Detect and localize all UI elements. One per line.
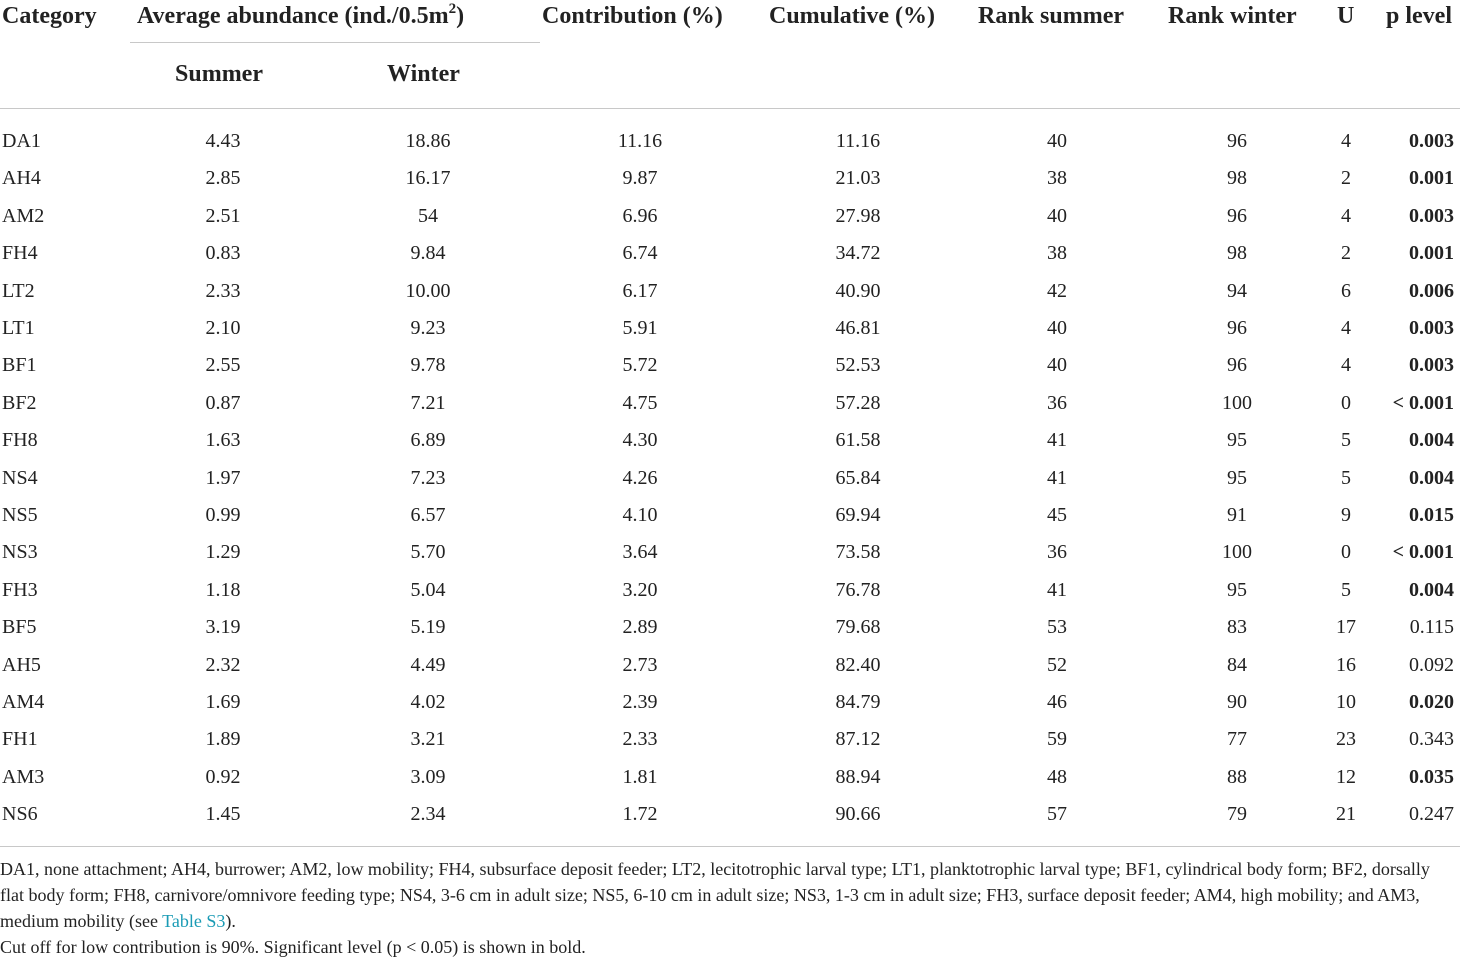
cell-p: 0.004	[1409, 429, 1454, 452]
table-row	[0, 123, 1460, 160]
cell-p: 0.003	[1409, 204, 1454, 227]
cell-u: 6	[1341, 279, 1351, 302]
cell-winter: 7.23	[410, 466, 446, 489]
cell-category: AH5	[2, 653, 41, 676]
footnote-cutoff: Cut off for low contribution is 90%. Significant level (p < 0.05) is shown in bold.	[0, 937, 586, 957]
footnote-abbreviations	[0, 856, 1458, 934]
cell-winter: 7.21	[410, 391, 446, 414]
cell-rank-summer: 42	[1047, 279, 1067, 302]
header-u: U	[1337, 3, 1355, 29]
cell-rank-summer: 36	[1047, 391, 1067, 414]
cell-rank-summer: 38	[1047, 167, 1067, 190]
cell-rank-winter: 95	[1227, 466, 1247, 489]
cell-p: 0.001	[1409, 167, 1454, 190]
cell-contribution: 6.74	[622, 242, 658, 265]
cell-winter: 2.34	[410, 803, 446, 826]
cell-p: 0.020	[1409, 691, 1454, 713]
cell-summer: 1.69	[205, 691, 241, 713]
cell-summer: 2.85	[205, 167, 241, 190]
cell-rank-summer: 40	[1047, 354, 1067, 377]
cell-cumulative: 57.28	[835, 391, 881, 414]
cell-category: NS6	[2, 803, 38, 826]
cell-category: FH1	[2, 728, 38, 751]
cell-contribution: 4.10	[622, 504, 658, 526]
cell-u: 0	[1341, 391, 1351, 414]
cell-category: AM3	[2, 765, 45, 788]
cell-p: 0.115	[1409, 616, 1454, 639]
table-row	[0, 647, 1460, 684]
cell-cumulative: 79.68	[835, 616, 881, 639]
cell-rank-winter: 100	[1222, 541, 1252, 564]
cell-rank-summer: 40	[1047, 317, 1067, 339]
cell-rank-summer: 38	[1047, 242, 1067, 265]
cell-cumulative: 27.98	[835, 204, 881, 227]
cell-contribution: 1.81	[622, 765, 658, 788]
cell-u: 4	[1341, 354, 1351, 377]
cell-contribution: 4.26	[622, 466, 658, 489]
cell-u: 4	[1341, 317, 1351, 339]
header-average-abundance	[137, 0, 464, 32]
cell-rank-summer: 53	[1047, 616, 1067, 639]
cell-p: < 0.001	[1392, 541, 1454, 564]
cell-p: 0.001	[1409, 242, 1454, 265]
cell-rank-summer: 41	[1047, 429, 1067, 452]
cell-winter: 4.49	[410, 653, 446, 676]
cell-cumulative: 11.16	[835, 130, 881, 152]
cell-rank-summer: 52	[1047, 653, 1067, 676]
cell-winter: 4.02	[410, 691, 446, 713]
cell-u: 9	[1341, 504, 1351, 526]
cell-winter: 9.23	[410, 317, 446, 339]
cell-rank-winter: 98	[1227, 242, 1247, 265]
cell-winter: 16.17	[405, 167, 451, 190]
cell-cumulative: 61.58	[835, 429, 881, 452]
cell-u: 16	[1336, 653, 1356, 676]
cell-category: FH3	[2, 578, 38, 601]
footnote-abbreviations-text: DA1, none attachment; AH4, burrower; AM2, low mobility; FH4, subsurface deposit feeder; LT2, lecitotrophic larval type; LT1, planktotrophic larval type; BF1, cylindrical body form; BF2, dorsally flat body form; FH8, carnivore/omnivore feeding type; NS4, 3-6 cm in adult size; NS5, 6-10 cm in adult size; NS3, 1-3 cm in adult size; FH3, surface deposit feeder; AM4, high mobility; and AM3, medium mobility (see	[0, 859, 1430, 931]
cell-u: 2	[1341, 242, 1351, 265]
cell-winter: 3.09	[410, 765, 446, 788]
cell-u: 0	[1341, 541, 1351, 564]
cell-cumulative: 69.94	[835, 504, 881, 526]
table-row	[0, 273, 1460, 310]
header-rank-summer: Rank summer	[978, 3, 1125, 29]
cell-summer: 2.33	[205, 279, 241, 302]
cell-rank-summer: 45	[1047, 504, 1067, 526]
cell-winter: 3.21	[410, 728, 446, 751]
cell-summer: 1.89	[205, 728, 241, 751]
cell-p: 0.003	[1409, 317, 1454, 339]
cell-rank-winter: 84	[1227, 653, 1247, 676]
cell-rank-winter: 83	[1227, 616, 1247, 639]
cell-cumulative: 90.66	[835, 803, 881, 826]
cell-rank-summer: 59	[1047, 728, 1067, 751]
cell-rank-winter: 95	[1227, 578, 1247, 601]
table-row	[0, 460, 1460, 497]
cell-summer: 2.10	[205, 317, 241, 339]
header-average-abundance-sup: 2	[448, 1, 457, 17]
cell-rank-summer: 40	[1047, 204, 1067, 227]
cell-category: BF5	[2, 616, 37, 639]
cell-p: 0.004	[1409, 466, 1454, 489]
cell-cumulative: 65.84	[835, 466, 881, 489]
cell-contribution: 3.64	[622, 541, 658, 564]
cell-rank-summer: 46	[1047, 691, 1067, 713]
table-row	[0, 609, 1460, 646]
cell-summer: 2.51	[205, 204, 241, 227]
table-row	[0, 385, 1460, 422]
cell-rank-summer: 40	[1047, 130, 1067, 152]
cell-summer: 2.32	[205, 653, 241, 676]
cell-p: 0.004	[1409, 578, 1454, 601]
table-row	[0, 572, 1460, 609]
cell-u: 5	[1341, 578, 1351, 601]
cell-cumulative: 76.78	[835, 578, 881, 601]
cell-winter: 9.84	[410, 242, 446, 265]
cell-rank-winter: 96	[1227, 204, 1247, 227]
cell-rank-winter: 96	[1227, 130, 1247, 152]
cell-p: < 0.001	[1392, 391, 1454, 414]
cell-u: 23	[1336, 728, 1356, 751]
cell-contribution: 3.20	[622, 578, 658, 601]
cell-contribution: 4.75	[622, 391, 658, 414]
header-p-level: p level	[1386, 3, 1452, 29]
table-row	[0, 684, 1460, 721]
cell-summer: 1.29	[205, 541, 241, 564]
cell-cumulative: 88.94	[835, 765, 881, 788]
cell-cumulative: 84.79	[835, 691, 881, 713]
table-row	[0, 497, 1460, 534]
cell-summer: 0.92	[205, 765, 241, 788]
table-row	[0, 310, 1460, 347]
table-row	[0, 534, 1460, 571]
cell-rank-winter: 96	[1227, 354, 1247, 377]
table-row	[0, 160, 1460, 197]
cell-contribution: 2.33	[622, 728, 658, 751]
cell-contribution: 5.72	[622, 354, 658, 377]
cell-p: 0.015	[1409, 504, 1454, 526]
cell-cumulative: 87.12	[835, 728, 881, 751]
cell-p: 0.247	[1409, 803, 1454, 826]
cell-rank-winter: 94	[1227, 279, 1247, 302]
cell-u: 2	[1341, 167, 1351, 190]
cell-p: 0.003	[1409, 130, 1454, 152]
cell-category: BF1	[2, 354, 37, 377]
cell-u: 4	[1341, 204, 1351, 227]
cell-category: DA1	[2, 130, 41, 152]
cell-category: AM2	[2, 204, 45, 227]
table-row	[0, 422, 1460, 459]
cell-rank-winter: 77	[1227, 728, 1247, 751]
cell-contribution: 2.89	[622, 616, 658, 639]
cell-p: 0.343	[1409, 728, 1454, 751]
cell-summer: 1.97	[205, 466, 241, 489]
cell-contribution: 6.17	[622, 279, 658, 302]
table-row	[0, 198, 1460, 235]
cell-contribution: 5.91	[622, 317, 658, 339]
cell-cumulative: 40.90	[835, 279, 881, 302]
header-average-abundance-text: Average abundance (ind./0.5m	[137, 3, 449, 29]
header-summer: Summer	[175, 61, 263, 87]
cell-winter: 6.89	[410, 429, 446, 452]
table-row	[0, 796, 1460, 833]
cell-contribution: 11.16	[617, 130, 663, 152]
cell-cumulative: 52.53	[835, 354, 881, 377]
cell-winter: 18.86	[405, 130, 451, 152]
cell-rank-summer: 57	[1047, 803, 1067, 826]
cell-category: LT1	[2, 317, 35, 339]
header-rank-winter: Rank winter	[1168, 3, 1297, 29]
cell-rank-winter: 100	[1222, 391, 1252, 414]
table-row	[0, 721, 1460, 758]
table-row	[0, 759, 1460, 796]
cell-rank-winter: 96	[1227, 317, 1247, 339]
cell-u: 10	[1336, 691, 1356, 713]
cell-cumulative: 73.58	[835, 541, 881, 564]
cell-category: NS4	[2, 466, 38, 489]
header-span-rule	[130, 42, 540, 43]
cell-winter: 5.70	[410, 541, 446, 564]
cell-rank-summer: 41	[1047, 578, 1067, 601]
cell-category: LT2	[2, 279, 35, 302]
table-s3-link[interactable]: Table S3	[162, 911, 226, 931]
cell-category: FH8	[2, 429, 38, 452]
header-cumulative: Cumulative (%)	[769, 3, 935, 29]
cell-cumulative: 46.81	[835, 317, 881, 339]
cell-contribution: 2.73	[622, 653, 658, 676]
table-row	[0, 347, 1460, 384]
cell-summer: 1.63	[205, 429, 241, 452]
cell-category: AM4	[2, 691, 45, 713]
header-contribution: Contribution (%)	[542, 3, 723, 29]
cell-contribution: 4.30	[622, 429, 658, 452]
cell-rank-summer: 48	[1047, 765, 1067, 788]
header-winter: Winter	[387, 61, 460, 87]
cell-contribution: 9.87	[622, 167, 658, 190]
cell-u: 12	[1336, 765, 1356, 788]
cell-rank-winter: 91	[1227, 504, 1247, 526]
cell-p: 0.003	[1409, 354, 1454, 377]
cell-rank-winter: 79	[1227, 803, 1247, 826]
cell-category: AH4	[2, 167, 41, 190]
cell-summer: 3.19	[205, 616, 241, 639]
header-bottom-rule	[0, 108, 1460, 109]
cell-summer: 1.45	[205, 803, 241, 826]
header-category: Category	[2, 3, 97, 29]
cell-summer: 0.87	[205, 391, 241, 414]
cell-u: 4	[1341, 130, 1351, 152]
cell-p: 0.035	[1409, 765, 1454, 788]
cell-p: 0.092	[1409, 653, 1454, 676]
cell-rank-summer: 36	[1047, 541, 1067, 564]
cell-rank-winter: 88	[1227, 765, 1247, 788]
cell-summer: 1.18	[205, 578, 241, 601]
cell-u: 5	[1341, 429, 1351, 452]
cell-category: NS5	[2, 504, 38, 526]
cell-contribution: 6.96	[622, 204, 658, 227]
cell-cumulative: 21.03	[835, 167, 881, 190]
cell-u: 21	[1336, 803, 1356, 826]
cell-u: 17	[1336, 616, 1356, 639]
cell-winter: 54	[418, 204, 438, 227]
cell-summer: 4.43	[205, 130, 241, 152]
table-row	[0, 235, 1460, 272]
cell-winter: 6.57	[410, 504, 446, 526]
cell-contribution: 2.39	[622, 691, 658, 713]
cell-winter: 9.78	[410, 354, 446, 377]
table-bottom-rule	[0, 846, 1460, 847]
cell-contribution: 1.72	[622, 803, 658, 826]
header-average-abundance-close: )	[456, 3, 465, 29]
cell-summer: 0.83	[205, 242, 241, 265]
cell-rank-winter: 95	[1227, 429, 1247, 452]
cell-rank-summer: 41	[1047, 466, 1067, 489]
footnote-abbreviations-end: ).	[225, 911, 236, 931]
cell-winter: 5.19	[410, 616, 446, 639]
cell-u: 5	[1341, 466, 1351, 489]
cell-summer: 0.99	[205, 504, 241, 526]
cell-cumulative: 82.40	[835, 653, 881, 676]
cell-rank-winter: 98	[1227, 167, 1247, 190]
cell-winter: 5.04	[410, 578, 446, 601]
cell-category: FH4	[2, 242, 38, 265]
cell-category: NS3	[2, 541, 38, 564]
cell-category: BF2	[2, 391, 37, 414]
cell-summer: 2.55	[205, 354, 241, 377]
cell-cumulative: 34.72	[835, 242, 881, 265]
cell-winter: 10.00	[405, 279, 451, 302]
cell-p: 0.006	[1409, 279, 1454, 302]
cell-rank-winter: 90	[1227, 691, 1247, 713]
